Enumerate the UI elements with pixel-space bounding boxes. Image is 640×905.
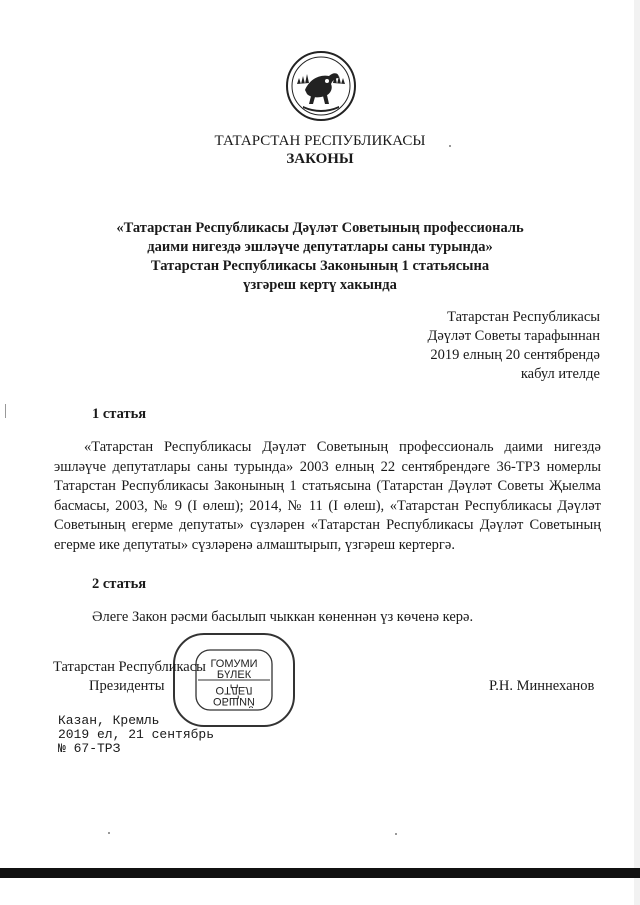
article-1-body	[54, 438, 601, 556]
tatarstan-coat-of-arms-icon	[285, 50, 357, 122]
scan-speck	[5, 404, 6, 418]
footer-number: № 67-ТРЗ	[58, 741, 121, 756]
scan-speck	[108, 832, 110, 834]
adoption-line: Татарстан Республикасы	[447, 309, 600, 325]
header-republic: ТАТАРСТАН РЕСПУБЛИКАСЫ	[214, 133, 426, 149]
article-2-text: Әлеге Закон рәсми басылып чыккан көненнән үз көченә керә.	[92, 609, 474, 625]
title-line: Татарстан Республикасы Законының 1 статьясына	[150, 258, 490, 274]
footer-date: 2019 ел, 21 сентябрь	[58, 727, 215, 742]
article-1-text: «Татарстан Республикасы Дәүләт Советының профессиональ даими нигездә эшләүче депутатлары саны турында» 2003 елның 22 сентябрендәге 36-ТРЗ номерлы Татарстан Республикасы Законының 1 статьясына (Татарстан Дәүләт Советы Җыелма басмасы, 2003, № 9 (I өлеш); 2014, № 11 (I өлеш), «Татарстан Республикасы Дәүләт Советының егерме депутаты» сүзләрен «Татарстан Республикасы Дәүләт Советының егерме ике депутаты» сүзләренә алмаштырып, үзгәреш кертергә.	[54, 439, 601, 553]
stamp-line: ГОМУМИ	[210, 658, 258, 670]
scan-speck	[395, 833, 397, 835]
stamp-line: ОБЩИЙ	[213, 695, 255, 707]
signature-role-line2: Президенты	[89, 678, 165, 694]
title-line: даими нигездә эшләүче депутатлары саны турында»	[147, 239, 493, 255]
footer-place: Казан, Кремль	[58, 713, 160, 728]
adoption-line: Дәүләт Советы тарафыннан	[427, 328, 600, 344]
scan-edge	[634, 0, 640, 905]
article-1-heading: 1 статья	[92, 406, 147, 422]
stamp-line: БҮЛЕК	[216, 669, 252, 681]
title-line: «Татарстан Республикасы Дәүләт Советының профессиональ	[116, 220, 524, 236]
adoption-line: 2019 елның 20 сентябрендә	[430, 347, 600, 363]
signature-role-line1: Татарстан Республикасы	[53, 659, 206, 675]
header-law: ЗАКОНЫ	[286, 151, 354, 167]
signature-name: Р.Н. Миннеханов	[489, 678, 595, 694]
office-stamp-icon	[168, 628, 300, 732]
scan-speck	[449, 145, 451, 147]
adoption-block	[300, 308, 600, 384]
scan-bottom-bar	[0, 868, 640, 878]
adoption-line: кабул ителде	[520, 366, 600, 382]
title-line: үзгәреш кертү хакында	[243, 277, 397, 293]
law-title	[0, 219, 640, 295]
article-2-heading: 2 статья	[92, 576, 147, 592]
stamp-line: ОТДЕЛ	[215, 684, 253, 696]
